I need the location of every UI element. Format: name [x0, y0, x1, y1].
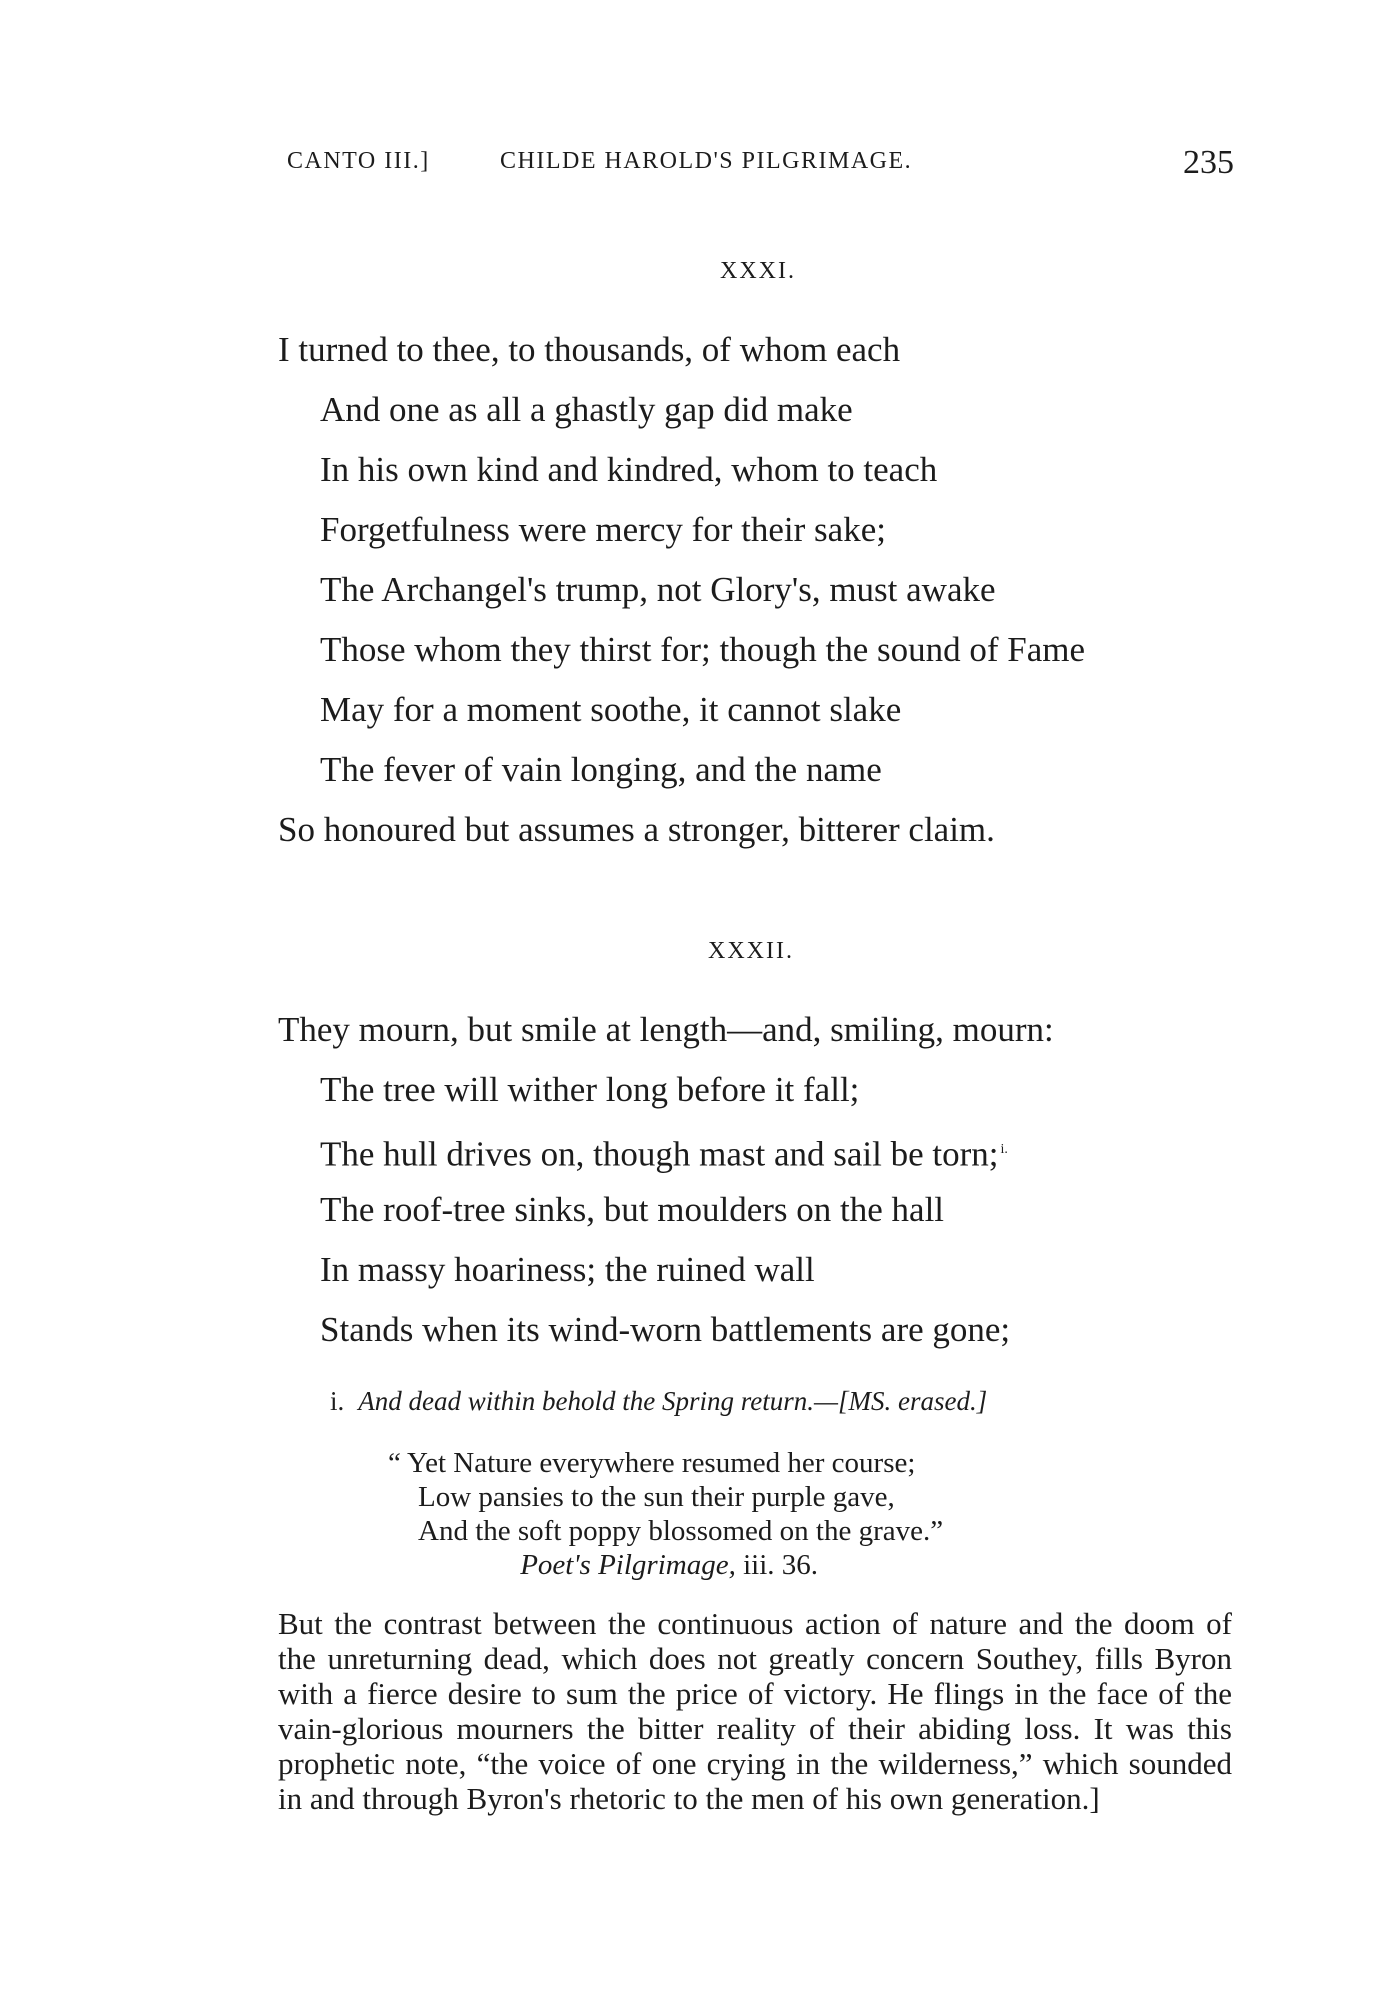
quote-citation — [0, 1548, 818, 1582]
verse-line: The tree will wither long before it fall; — [320, 1070, 860, 1109]
verse-line: So honoured but assumes a stronger, bitterer claim. — [278, 810, 995, 849]
quote-line: Low pansies to the sun their purple gave, — [418, 1481, 895, 1513]
variant-note — [330, 1386, 987, 1417]
verse-line: Those whom they thirst for; though the sound of Fame — [320, 630, 1086, 669]
quote-line: And the soft poppy blossomed on the grave.” — [418, 1515, 944, 1547]
verse-line-text: The hull drives on, though mast and sail be torn; — [320, 1134, 999, 1174]
verse-line: The Archangel's trump, not Glory's, must awake — [320, 570, 996, 609]
commentary-paragraph: But the contrast between the continuous action of nature and the doom of the unreturning dead, which does not greatly concern Southey, fills Byron with a fierce desire to sum the price of victory. He flings in the face of the vain-glorious mourners the bitter reality of their abiding loss. It was this prophetic note, “the voice of one crying in the wilderness,” which sounded in and through Byron's rhetoric to the men of his own generation.] — [278, 1606, 1232, 1816]
citation-ref: iii. 36. — [743, 1549, 818, 1581]
page-number: 235 — [1183, 144, 1234, 181]
footnote-marker: i. — [1000, 1142, 1008, 1157]
running-header — [287, 144, 1234, 188]
variant-note-label: i. — [330, 1386, 345, 1416]
verse-line: They mourn, but smile at length—and, smiling, mourn: — [278, 1010, 1054, 1049]
verse-line: Stands when its wind-worn battlements are gone; — [320, 1310, 1011, 1349]
stanza-numeral-xxxi: XXXI. — [720, 258, 796, 284]
quoted-verse — [388, 1446, 943, 1582]
canto-label: CANTO III.] — [287, 148, 430, 174]
verse-line: The roof-tree sinks, but moulders on the hall — [320, 1190, 945, 1229]
stanza-xxxii — [278, 1000, 1054, 1360]
verse-line: Forgetfulness were mercy for their sake; — [320, 510, 886, 549]
verse-line-with-footnote — [278, 1120, 1054, 1180]
verse-line: In his own kind and kindred, whom to teach — [320, 450, 938, 489]
verse-line: The fever of vain longing, and the name — [320, 750, 882, 789]
verse-line: And one as all a ghastly gap did make — [320, 390, 853, 429]
book-title: CHILDE HAROLD'S PILGRIMAGE. — [500, 148, 913, 174]
stanza-numeral-xxxii: XXXII. — [708, 938, 794, 964]
verse-line: May for a moment soothe, it cannot slake — [320, 690, 902, 729]
quote-line: “ Yet Nature everywhere resumed her course; — [388, 1447, 916, 1479]
citation-title: Poet's Pilgrimage, — [520, 1549, 736, 1581]
stanza-xxxi — [278, 320, 1085, 860]
variant-note-text: And dead within behold the Spring return.—[MS. erased.] — [358, 1386, 988, 1416]
verse-line: I turned to thee, to thousands, of whom each — [278, 330, 901, 369]
verse-line: In massy hoariness; the ruined wall — [320, 1250, 815, 1289]
